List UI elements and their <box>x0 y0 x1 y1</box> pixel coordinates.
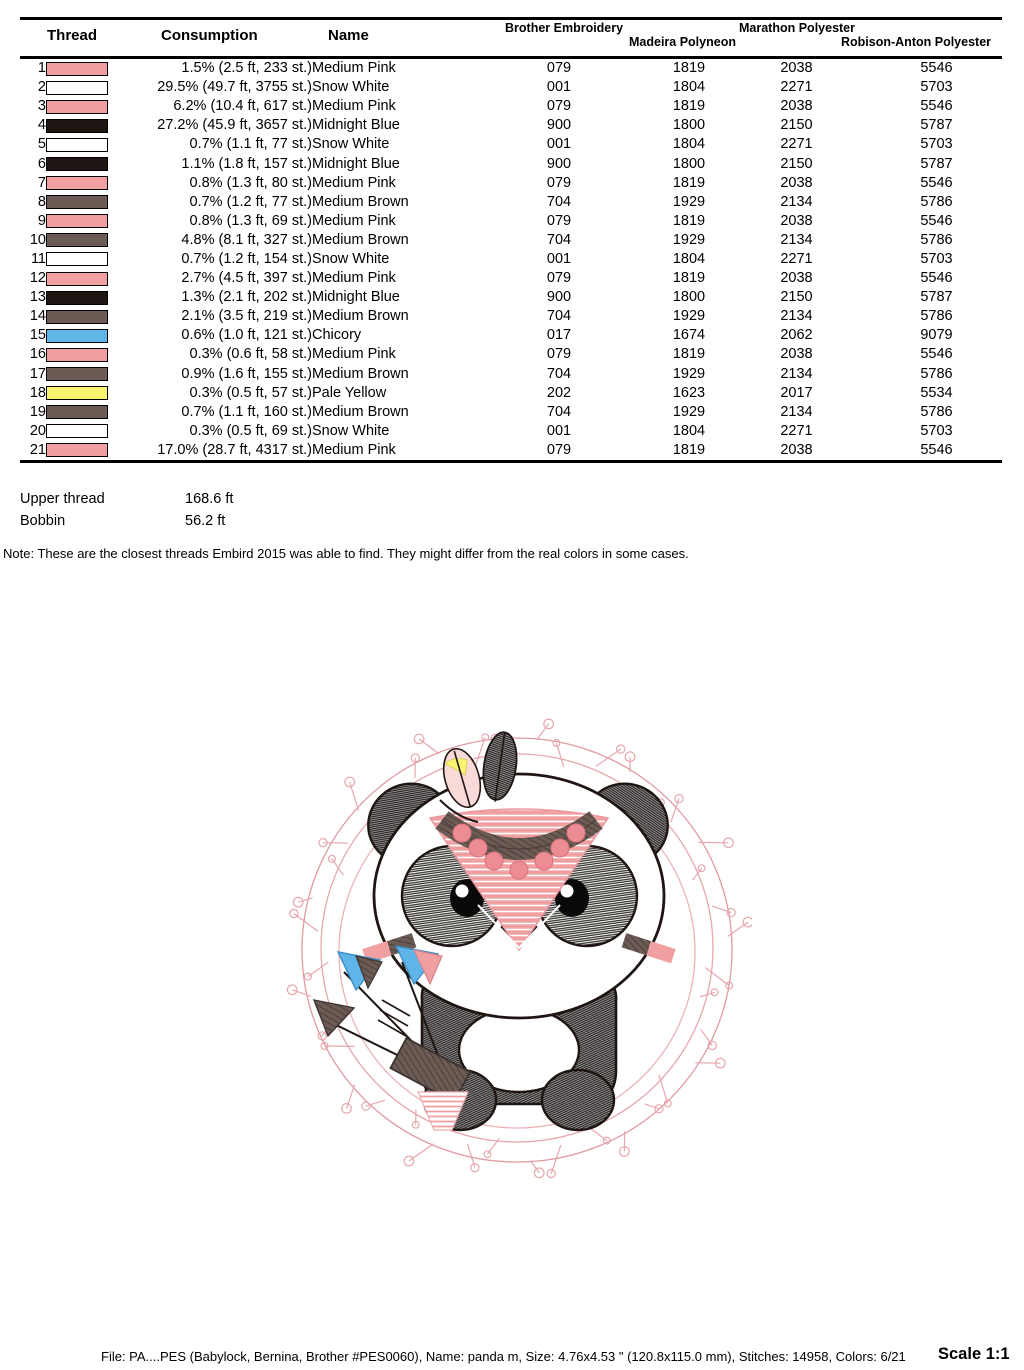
column-header-name: Name <box>328 27 369 44</box>
thread-code-marathon: 2271 <box>780 136 813 153</box>
thread-index: 16 <box>29 346 46 363</box>
thread-name: Snow White <box>312 79 390 96</box>
thread-code-marathon: 2271 <box>780 250 813 267</box>
thread-name: Medium Pink <box>312 346 396 363</box>
thread-color-swatch <box>46 365 122 384</box>
color-chip <box>46 367 108 381</box>
table-row <box>0 59 1024 78</box>
table-row <box>0 78 1024 97</box>
thread-name: Medium Pink <box>312 98 396 115</box>
thread-color-swatch <box>46 403 122 422</box>
thread-code-brother: 704 <box>546 193 572 210</box>
table-row <box>0 231 1024 250</box>
color-chip <box>46 176 108 190</box>
thread-report <box>0 0 1024 463</box>
thread-index: 8 <box>37 193 46 210</box>
table-row <box>0 326 1024 345</box>
thread-color-swatch <box>46 250 122 269</box>
thread-code-brother: 017 <box>546 327 572 344</box>
thread-name: Medium Pink <box>312 174 396 191</box>
thread-name: Midnight Blue <box>312 155 400 172</box>
table-row <box>0 135 1024 154</box>
thread-code-robison: 5703 <box>920 250 953 267</box>
color-chip <box>46 310 108 324</box>
thread-consumption: 2.7% (4.5 ft, 397 st.) <box>181 270 312 287</box>
table-row <box>0 384 1024 403</box>
table-row <box>0 269 1024 288</box>
thread-code-robison: 5534 <box>920 384 953 401</box>
color-chip <box>46 119 108 133</box>
thread-index: 17 <box>29 365 46 382</box>
thread-code-brother: 079 <box>546 98 572 115</box>
color-chip <box>46 252 108 266</box>
thread-color-swatch <box>46 212 122 231</box>
bobbin-row <box>20 510 233 532</box>
thread-index: 15 <box>29 327 46 344</box>
thread-code-brother: 900 <box>546 117 572 134</box>
thread-code-madeira: 1804 <box>672 250 706 267</box>
thread-index: 20 <box>29 422 46 439</box>
thread-name: Snow White <box>312 422 390 439</box>
thread-color-swatch <box>46 116 122 135</box>
color-chip <box>46 405 108 419</box>
color-chip <box>46 424 108 438</box>
thread-code-robison: 9079 <box>920 327 953 344</box>
table-row <box>0 154 1024 173</box>
column-header-marathon: Marathon Polyester <box>739 21 856 35</box>
thread-code-brother: 001 <box>546 250 572 267</box>
thread-color-swatch <box>46 326 122 345</box>
thread-code-marathon: 2038 <box>780 270 813 287</box>
thread-code-brother: 704 <box>546 308 572 325</box>
thread-code-marathon: 2038 <box>780 60 813 77</box>
thread-consumption: 0.7% (1.1 ft, 160 st.) <box>181 403 312 420</box>
thread-name: Pale Yellow <box>312 384 387 401</box>
thread-code-marathon: 2134 <box>780 365 813 382</box>
thread-index: 13 <box>29 289 46 306</box>
color-chip <box>46 81 108 95</box>
column-header-thread: Thread <box>47 27 98 44</box>
upper-thread-row <box>20 488 233 510</box>
thread-code-robison: 5546 <box>920 441 953 458</box>
thread-code-brother: 079 <box>546 270 572 287</box>
thread-code-robison: 5786 <box>920 403 953 420</box>
thread-consumption: 29.5% (49.7 ft, 3755 st.) <box>157 79 312 96</box>
thread-code-madeira: 1804 <box>672 79 706 96</box>
thread-consumption: 1.3% (2.1 ft, 202 st.) <box>181 289 312 306</box>
bobbin-value: 56.2 ft <box>185 513 226 529</box>
color-chip <box>46 291 108 305</box>
thread-code-brother: 079 <box>546 60 572 77</box>
thread-code-marathon: 2134 <box>780 403 813 420</box>
thread-name: Snow White <box>312 136 390 153</box>
thread-code-robison: 5546 <box>920 212 953 229</box>
thread-code-brother: 001 <box>546 422 572 439</box>
thread-index: 4 <box>37 117 46 134</box>
thread-index: 21 <box>29 441 46 458</box>
thread-color-swatch <box>46 269 122 288</box>
thread-name: Medium Pink <box>312 270 396 287</box>
thread-index: 6 <box>37 155 46 172</box>
color-chip <box>46 62 108 76</box>
thread-color-swatch <box>46 59 122 78</box>
thread-code-brother: 079 <box>546 346 572 363</box>
thread-name: Medium Pink <box>312 441 396 458</box>
thread-code-brother: 079 <box>546 441 572 458</box>
thread-consumption: 0.3% (0.5 ft, 69 st.) <box>189 422 312 439</box>
color-chip <box>46 329 108 343</box>
color-chip <box>46 348 108 362</box>
table-row <box>0 307 1024 326</box>
design-preview <box>282 700 752 1200</box>
thread-consumption: 0.7% (1.2 ft, 154 st.) <box>181 250 312 267</box>
thread-consumption: 0.7% (1.1 ft, 77 st.) <box>189 136 312 153</box>
thread-name: Midnight Blue <box>312 289 400 306</box>
thread-code-madeira: 1819 <box>672 98 706 115</box>
thread-color-swatch <box>46 288 122 307</box>
thread-code-madeira: 1819 <box>672 346 706 363</box>
thread-code-robison: 5787 <box>920 155 953 172</box>
thread-name: Medium Brown <box>312 231 409 248</box>
thread-code-marathon: 2038 <box>780 212 813 229</box>
thread-color-swatch <box>46 422 122 441</box>
thread-table <box>0 59 1024 460</box>
thread-code-marathon: 2150 <box>780 289 813 306</box>
thread-code-marathon: 2150 <box>780 117 813 134</box>
thread-code-brother: 704 <box>546 365 572 382</box>
thread-consumption: 0.8% (1.3 ft, 69 st.) <box>189 212 312 229</box>
color-chip <box>46 138 108 152</box>
thread-code-madeira: 1929 <box>672 365 706 382</box>
thread-code-brother: 001 <box>546 136 572 153</box>
thread-code-robison: 5786 <box>920 231 953 248</box>
table-row <box>0 97 1024 116</box>
thread-code-madeira: 1804 <box>672 136 706 153</box>
color-accuracy-note: Note: These are the closest threads Embird 2015 was able to find. They might differ from the real colors in some cases. <box>3 546 689 561</box>
thread-index: 5 <box>37 136 46 153</box>
thread-code-madeira: 1929 <box>672 403 706 420</box>
bobbin-label: Bobbin <box>20 513 66 529</box>
thread-code-madeira: 1819 <box>672 441 706 458</box>
thread-consumption: 0.7% (1.2 ft, 77 st.) <box>189 193 312 210</box>
table-row <box>0 365 1024 384</box>
thread-name: Snow White <box>312 250 390 267</box>
thread-name: Chicory <box>312 327 362 344</box>
thread-code-robison: 5703 <box>920 79 953 96</box>
thread-code-madeira: 1819 <box>672 60 706 77</box>
thread-color-swatch <box>46 384 122 403</box>
thread-code-marathon: 2038 <box>780 98 813 115</box>
color-chip <box>46 233 108 247</box>
thread-code-robison: 5546 <box>920 98 953 115</box>
table-row <box>0 403 1024 422</box>
thread-code-madeira: 1674 <box>672 327 706 344</box>
table-bottom-rule <box>20 460 1002 463</box>
thread-code-robison: 5703 <box>920 422 953 439</box>
thread-code-madeira: 1804 <box>672 422 706 439</box>
thread-consumption: 0.3% (0.5 ft, 57 st.) <box>189 384 312 401</box>
thread-consumption: 1.1% (1.8 ft, 157 st.) <box>181 155 312 172</box>
thread-code-brother: 001 <box>546 79 572 96</box>
thread-color-swatch <box>46 345 122 364</box>
thread-code-robison: 5546 <box>920 60 953 77</box>
thread-code-brother: 079 <box>546 174 572 191</box>
thread-color-swatch <box>46 231 122 250</box>
thread-color-swatch <box>46 97 122 116</box>
thread-name: Medium Brown <box>312 403 409 420</box>
thread-consumption: 4.8% (8.1 ft, 327 st.) <box>181 231 312 248</box>
thread-code-robison: 5787 <box>920 289 953 306</box>
thread-index: 9 <box>37 212 46 229</box>
thread-color-swatch <box>46 135 122 154</box>
thread-code-marathon: 2134 <box>780 193 813 210</box>
table-row <box>0 288 1024 307</box>
thread-code-robison: 5546 <box>920 174 953 191</box>
upper-thread-label: Upper thread <box>20 491 105 507</box>
color-chip <box>46 100 108 114</box>
thread-index: 18 <box>29 384 46 401</box>
thread-code-marathon: 2134 <box>780 231 813 248</box>
thread-code-brother: 900 <box>546 155 572 172</box>
thread-name: Medium Brown <box>312 365 409 382</box>
thread-code-marathon: 2134 <box>780 308 813 325</box>
thread-code-madeira: 1929 <box>672 231 706 248</box>
thread-consumption: 17.0% (28.7 ft, 4317 st.) <box>157 441 312 458</box>
table-row <box>0 250 1024 269</box>
thread-code-marathon: 2038 <box>780 346 813 363</box>
thread-index: 1 <box>37 60 46 77</box>
color-chip <box>46 386 108 400</box>
thread-index: 2 <box>37 79 46 96</box>
thread-code-madeira: 1819 <box>672 174 706 191</box>
column-header-consumption: Consumption <box>161 27 258 44</box>
color-chip <box>46 157 108 171</box>
thread-code-madeira: 1800 <box>672 117 706 134</box>
thread-name: Medium Brown <box>312 308 409 325</box>
thread-code-marathon: 2062 <box>780 327 813 344</box>
thread-code-brother: 202 <box>546 384 572 401</box>
thread-code-marathon: 2038 <box>780 174 813 191</box>
thread-code-marathon: 2038 <box>780 441 813 458</box>
thread-code-robison: 5546 <box>920 270 953 287</box>
table-row <box>0 422 1024 441</box>
table-header <box>0 20 1024 56</box>
table-row <box>0 116 1024 135</box>
column-header-madeira: Madeira Polyneon <box>629 35 736 49</box>
thread-code-madeira: 1623 <box>672 384 706 401</box>
thread-index: 11 <box>30 250 46 267</box>
thread-index: 10 <box>29 231 46 248</box>
thread-code-madeira: 1800 <box>672 155 706 172</box>
thread-consumption: 1.5% (2.5 ft, 233 st.) <box>181 60 312 77</box>
thread-consumption: 6.2% (10.4 ft, 617 st.) <box>173 98 312 115</box>
table-row <box>0 193 1024 212</box>
scale-label: Scale 1:1 <box>938 1345 1010 1363</box>
thread-color-swatch <box>46 174 122 193</box>
thread-code-madeira: 1800 <box>672 289 706 306</box>
color-chip <box>46 443 108 457</box>
thread-code-robison: 5703 <box>920 136 953 153</box>
thread-color-swatch <box>46 154 122 173</box>
thread-code-madeira: 1929 <box>672 193 706 210</box>
thread-name: Medium Pink <box>312 60 396 77</box>
thread-index: 12 <box>29 270 46 287</box>
file-info: File: PA....PES (Babylock, Bernina, Brother #PES0060), Name: panda m, Size: 4.76x4.53 " (120.8x115.0 mm), Stitches: 14958, Colors: 6/21 <box>101 1349 906 1364</box>
thread-consumption: 0.8% (1.3 ft, 80 st.) <box>189 174 312 191</box>
column-header-brother: Brother Embroidery <box>505 21 624 35</box>
thread-color-swatch <box>46 307 122 326</box>
thread-code-madeira: 1819 <box>672 270 706 287</box>
page-footer <box>0 1345 1024 1370</box>
thread-code-brother: 704 <box>546 231 572 248</box>
thread-color-swatch <box>46 193 122 212</box>
thread-consumption: 2.1% (3.5 ft, 219 st.) <box>181 308 312 325</box>
upper-thread-value: 168.6 ft <box>185 491 234 507</box>
thread-code-marathon: 2271 <box>780 79 813 96</box>
thread-code-robison: 5787 <box>920 117 953 134</box>
thread-index: 14 <box>29 308 46 325</box>
thread-code-madeira: 1819 <box>672 212 706 229</box>
thread-code-robison: 5546 <box>920 346 953 363</box>
thread-color-swatch <box>46 78 122 97</box>
table-row <box>0 174 1024 193</box>
column-header-robison: Robison-Anton Polyester <box>841 35 992 49</box>
thread-code-marathon: 2017 <box>780 384 813 401</box>
thread-code-marathon: 2271 <box>780 422 813 439</box>
thread-name: Medium Brown <box>312 193 409 210</box>
thread-consumption: 0.6% (1.0 ft, 121 st.) <box>181 327 312 344</box>
color-chip <box>46 195 108 209</box>
thread-name: Midnight Blue <box>312 117 400 134</box>
table-row <box>0 441 1024 460</box>
thread-code-marathon: 2150 <box>780 155 813 172</box>
thread-consumption: 0.3% (0.6 ft, 58 st.) <box>189 346 312 363</box>
thread-consumption: 27.2% (45.9 ft, 3657 st.) <box>157 117 312 134</box>
thread-code-robison: 5786 <box>920 365 953 382</box>
thread-index: 3 <box>37 98 46 115</box>
table-row <box>0 212 1024 231</box>
thread-color-swatch <box>46 441 122 460</box>
thread-code-robison: 5786 <box>920 308 953 325</box>
thread-index: 19 <box>29 403 46 420</box>
thread-code-brother: 079 <box>546 212 572 229</box>
thread-totals <box>20 488 233 532</box>
color-chip <box>46 214 108 228</box>
thread-consumption: 0.9% (1.6 ft, 155 st.) <box>181 365 312 382</box>
thread-code-robison: 5786 <box>920 193 953 210</box>
thread-code-brother: 704 <box>546 403 572 420</box>
thread-index: 7 <box>37 174 46 191</box>
color-chip <box>46 272 108 286</box>
thread-code-brother: 900 <box>546 289 572 306</box>
thread-name: Medium Pink <box>312 212 396 229</box>
thread-code-madeira: 1929 <box>672 308 706 325</box>
table-row <box>0 345 1024 364</box>
